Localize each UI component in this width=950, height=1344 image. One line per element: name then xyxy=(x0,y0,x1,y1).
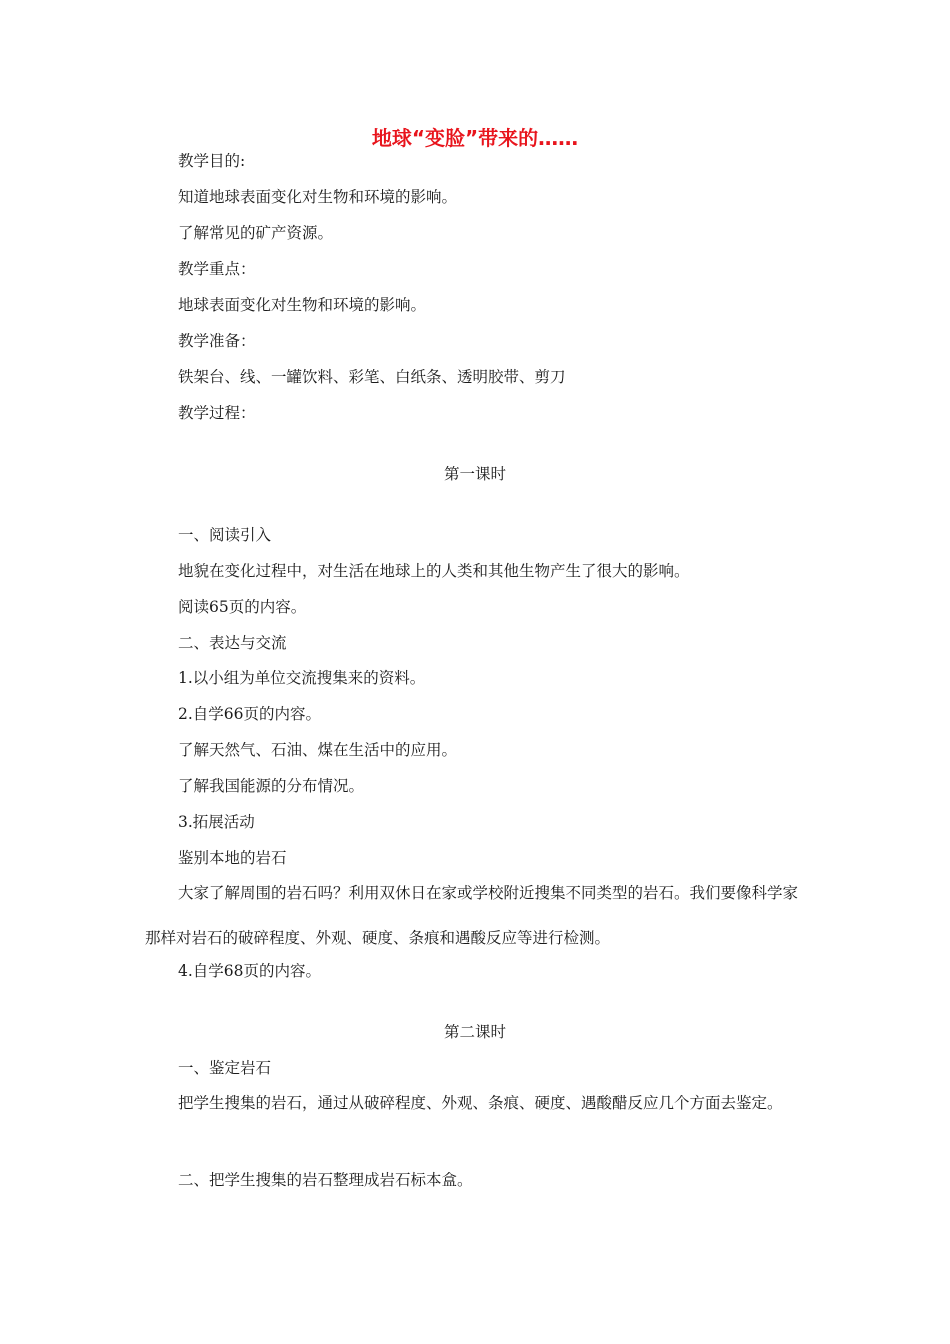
goal-item-2: 了解常见的矿产资源。 xyxy=(178,224,334,242)
section-label-focus: 教学重点： xyxy=(178,260,256,278)
goal-item-1: 知道地球表面变化对生物和环境的影响。 xyxy=(178,188,458,206)
lesson-1-line: 了解我国能源的分布情况。 xyxy=(178,777,365,795)
lesson-1-line: 3.拓展活动 xyxy=(178,813,255,831)
lesson-2-line: 一、鉴定岩石 xyxy=(178,1059,272,1077)
section-label-process: 教学过程： xyxy=(178,404,256,422)
lesson-1-line: 1.以小组为单位交流搜集来的资料。 xyxy=(178,669,426,687)
lesson-1-line: 了解天然气、石油、煤在生活中的应用。 xyxy=(178,741,458,759)
lesson-1-paragraph: 大家了解周围的岩石吗？利用双休日在家或学校附近搜集不同类型的岩石。我们要像科学家那样对岩石的破碎程度、外观、硬度、条痕和遇酸反应等进行检测。 xyxy=(145,884,799,947)
lesson-2-line: 二、把学生搜集的岩石整理成岩石标本盒。 xyxy=(178,1171,473,1189)
document-title: 地球“变脸”带来的…… xyxy=(371,126,579,150)
section-label-prep: 教学准备： xyxy=(178,332,256,350)
lesson-1-line: 2.自学66页的内容。 xyxy=(178,705,322,723)
lesson-1-line: 地貌在变化过程中，对生活在地球上的人类和其他生物产生了很大的影响。 xyxy=(178,562,690,580)
lesson-1-line: 鉴别本地的岩石 xyxy=(178,849,287,867)
lesson-1-line: 一、阅读引入 xyxy=(178,526,272,544)
lesson-2-paragraph: 把学生搜集的岩石，通过从破碎程度、外观、条痕、硬度、遇酸醋反应几个方面去鉴定。 xyxy=(178,1094,783,1112)
prep-items: 铁架台、线、一罐饮料、彩笔、白纸条、透明胶带、剪刀 xyxy=(178,368,566,386)
lesson-1-line: 阅读65页的内容。 xyxy=(178,598,307,616)
section-label-goals: 教学目的: xyxy=(178,152,246,170)
focus-item: 地球表面变化对生物和环境的影响。 xyxy=(178,296,427,314)
lesson-1-line: 二、表达与交流 xyxy=(178,634,287,652)
lesson-1-last-line: 4.自学68页的内容。 xyxy=(178,962,322,980)
lesson-2-heading: 第二课时 xyxy=(443,1023,506,1041)
lesson-1-heading: 第一课时 xyxy=(443,465,506,483)
